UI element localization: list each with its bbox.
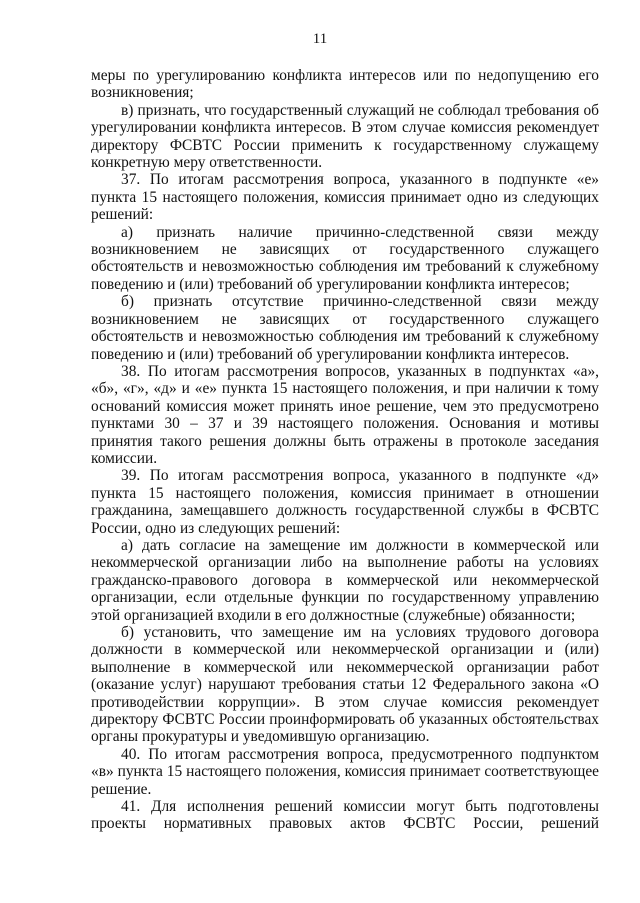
paragraph-clause-37-b: б) признать отсутствие причинно-следственной связи между возникновением не зависящих от государственного служащего обстоятельств и невозможностью соблюдения им требований к служебному поведению и (или) требований об урегулировании конфликта интересов. <box>91 293 599 363</box>
page-number: 11 <box>312 31 328 47</box>
paragraph-continuation: меры по урегулированию конфликта интересов или по недопущению его возникновения; <box>91 67 599 102</box>
paragraph-clause-39-b: б) установить, что замещение им на условиях трудового договора должности в коммерческой или некоммерческой организации и (или) выполнение в коммерческой или некоммерческой организации работ (оказание услуг) нарушают требования статьи 12 Федерального закона «О противодействии коррупции». В этом случае комиссия рекомендует директору ФСВТС России проинформировать об указанных обстоятельствах органы прокуратуры и уведомившую организацию. <box>91 624 599 746</box>
document-body <box>91 67 599 833</box>
paragraph-clause-37: 37. По итогам рассмотрения вопроса, указанного в подпункте «е» пункта 15 настоящего положения, комиссия принимает одно из следующих решений: <box>91 171 599 224</box>
paragraph-clause-38: 38. По итогам рассмотрения вопросов, указанных в подпунктах «а», «б», «г», «д» и «е» пункта 15 настоящего положения, и при наличии к тому оснований комиссия может принять иное решение, чем это предусмотрено пунктами 30 – 37 и 39 настоящего положения. Основания и мотивы принятия такого решения должны быть отражены в протоколе заседания комиссии. <box>91 362 599 467</box>
paragraph-clause-37-a: а) признать наличие причинно-следственной связи между возникновением не зависящих от государственного служащего обстоятельств и невозможностью соблюдения им требований к служебному поведению и (или) требований об урегулировании конфликта интересов; <box>91 223 599 293</box>
paragraph-subitem-v: в) признать, что государственный служащий не соблюдал требования об урегулировании конфликта интересов. В этом случае комиссия рекомендует директору ФСВТС России применить к государственному служащему конкретную меру ответственности. <box>91 101 599 172</box>
paragraph-clause-41: 41. Для исполнения решений комиссии могут быть подготовлены проекты нормативных правовых актов ФСВТС России, решений <box>91 798 599 833</box>
paragraph-clause-39-a: а) дать согласие на замещение им должности в коммерческой или некоммерческой организации либо на выполнение работы на условиях гражданско-правового договора в коммерческой или некоммерческой организации, если отдельные функции по государственному управлению этой организацией входили в его должностные (служебные) обязанности; <box>91 536 599 624</box>
paragraph-clause-39: 39. По итогам рассмотрения вопроса, указанного в подпункте «д» пункта 15 настоящего положения, комиссия принимает в отношении гражданина, замещавшего должность государственной службы в ФСВТС России, одно из следующих решений: <box>91 467 599 537</box>
paragraph-clause-40: 40. По итогам рассмотрения вопроса, предусмотренного подпунктом «в» пункта 15 настоящего положения, комиссия принимает соответствующее решение. <box>91 745 599 798</box>
